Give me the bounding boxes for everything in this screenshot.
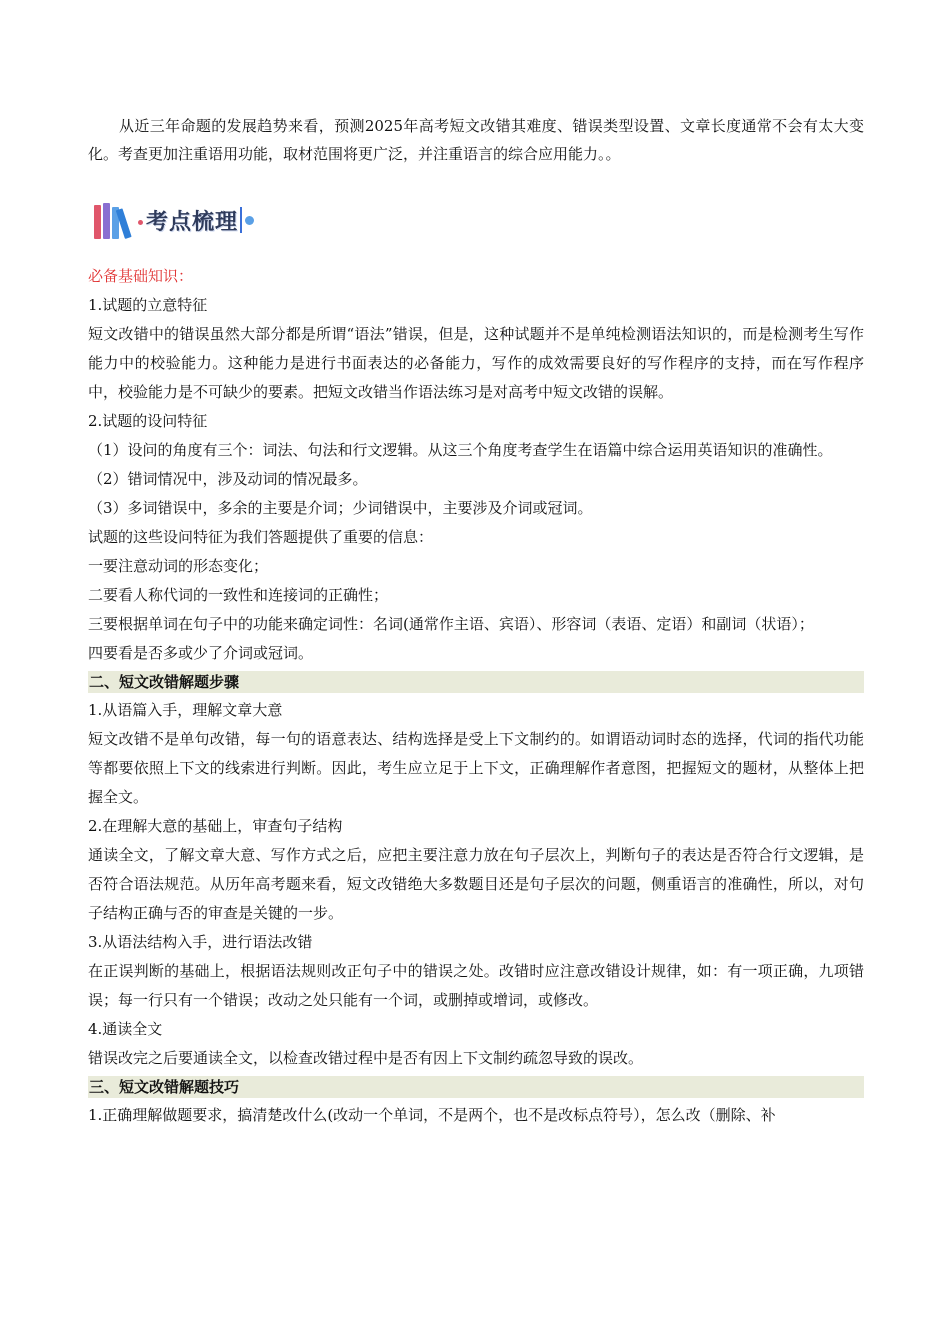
circle-dot-icon — [245, 216, 254, 225]
step-2-body: 通读全文，了解文章大意、写作方式之后，应把主要注意力放在句子层次上，判断句子的表达是否符合行文逻辑，是否符合语法规范。从历年高考题来看，短文改错绝大多数题目还是句子层次的问题，侧重语言的准确性，所以，对句子结构正确与否的审查是关键的一步。 — [88, 846, 864, 922]
step-4-body: 错误改完之后要通读全文，以检查改错过程中是否有因上下文制约疏忽导致的误改。 — [88, 1049, 644, 1067]
step-4-title: 4.通读全文 — [88, 1020, 163, 1038]
knowledge-tip-4: 四要看是否多或少了介词或冠词。 — [88, 644, 314, 662]
knowledge-info: 试题的这些设问特征为我们答题提供了重要的信息： — [88, 528, 434, 546]
cursor-bar-icon — [240, 207, 242, 233]
books-icon — [94, 201, 132, 239]
knowledge-item-2-point-3: （3）多词错误中，多余的主要是介词；少词错误中，主要涉及介词或冠词。 — [88, 499, 593, 517]
knowledge-heading: 必备基础知识： — [88, 267, 194, 285]
intro-paragraph: 从近三年命题的发展趋势来看，预测2025年高考短文改错其难度、错误类型设置、文章长度通常不会有太大变化。考查更加注重语用功能，取材范围将更广泛，并注重语言的综合应用能力。。 — [88, 117, 864, 163]
knowledge-item-1-body: 短文改错中的错误虽然大部分都是所谓“语法”错误，但是，这种试题并不是单纯检测语法知识的，而是检测考生写作能力中的校验能力。这种能力是进行书面表达的必备能力，写作的成效需要良好的写作程序的支持，而在写作程序中，校验能力是不可缺少的要素。把短文改错当作语法练习是对高考中短文改错的误解。 — [88, 325, 864, 401]
step-3-title: 3.从语法结构入手，进行语法改错 — [88, 933, 313, 951]
knowledge-tip-3: 三要根据单词在句子中的功能来确定词性：名词(通常作主语、宾语）、形容词（表语、定语）和副词（状语）； — [88, 615, 814, 633]
knowledge-tip-2: 二要看人称代词的一致性和连接词的正确性； — [88, 586, 389, 604]
knowledge-item-2-point-1: （1）设问的角度有三个：词法、句法和行文逻辑。从这三个角度考查学生在语篇中综合运用英语知识的准确性。 — [88, 441, 833, 459]
step-1-title: 1.从语篇入手，理解文章大意 — [88, 701, 283, 719]
step-2-title: 2.在理解大意的基础上，审查句子结构 — [88, 817, 343, 835]
steps-section-heading: 二、短文改错解题步骤 — [88, 671, 864, 693]
skills-section-heading: 三、短文改错解题技巧 — [88, 1076, 864, 1098]
main-content — [88, 262, 864, 1130]
knowledge-item-2-title: 2.试题的设问特征 — [88, 412, 208, 430]
step-1-body: 短文改错不是单句改错，每一句的语意表达、结构选择是受上下文制约的。如谓语动词时态的选择，代词的指代功能等都要依照上下文的线索进行判断。因此，考生应立足于上下文，正确理解作者意图，把握短文的题材，从整体上把握全文。 — [88, 730, 864, 806]
knowledge-item-1-title: 1.试题的立意特征 — [88, 296, 208, 314]
dot-icon — [138, 220, 143, 225]
section-banner — [94, 198, 254, 242]
knowledge-item-2-point-2: （2）错词情况中，涉及动词的情况最多。 — [88, 470, 368, 488]
banner-title: 考点梳理 — [146, 209, 239, 235]
step-3-body: 在正误判断的基础上，根据语法规则改正句子中的错误之处。改错时应注意改错设计规律，如：有一项正确，九项错误；每一行只有一个错误；改动之处只能有一个词，或删掉或增词，或修改。 — [88, 962, 864, 1009]
skill-1-text: 1.正确理解做题要求，搞清楚改什么(改动一个单词，不是两个，也不是改标点符号），怎么改（删除、补 — [88, 1106, 776, 1124]
knowledge-tip-1: 一要注意动词的形态变化； — [88, 557, 269, 575]
